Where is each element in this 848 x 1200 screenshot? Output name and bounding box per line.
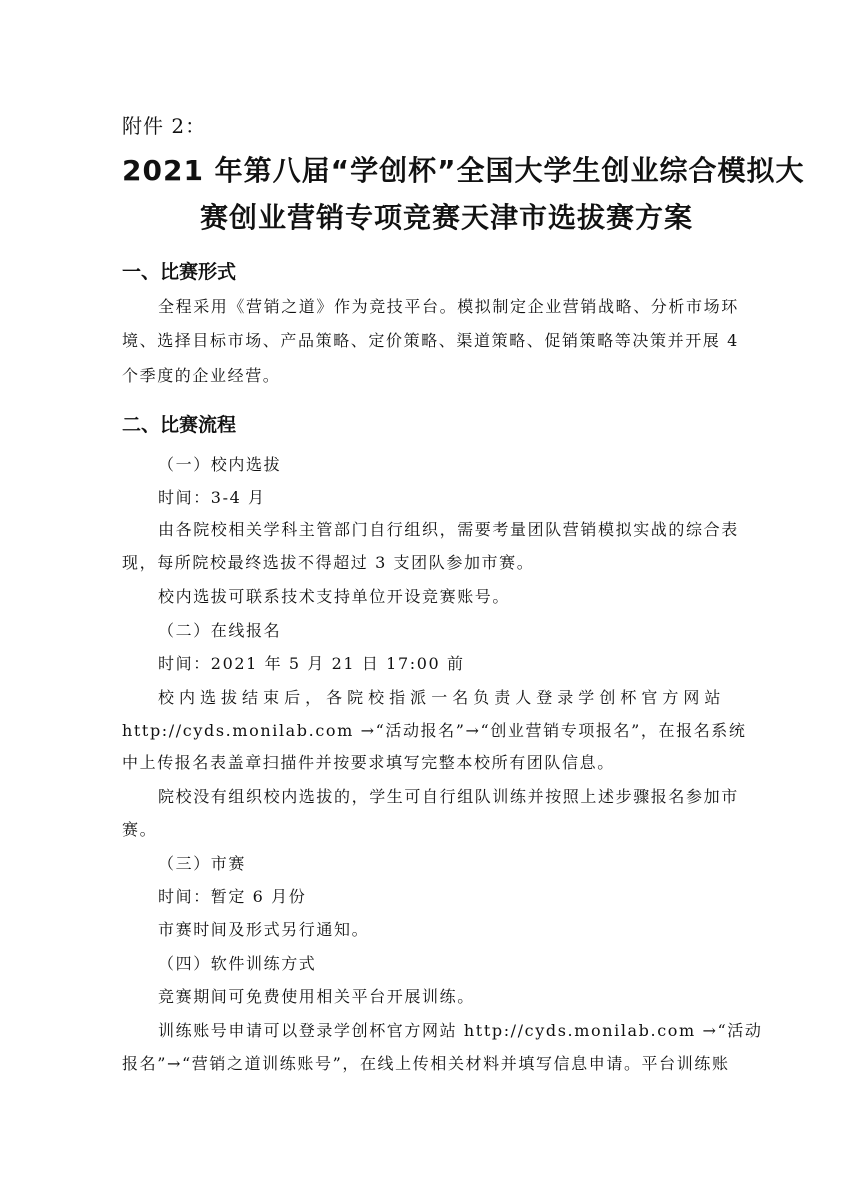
training-account-paragraph-line-1: 训练账号申请可以登录学创杯官方网站 http://cyds.monilab.com →“活动 — [158, 1021, 763, 1040]
campus-selection-paragraph-line-1: 由各院校相关学科主管部门自行组织，需要考量团队营销模拟实战的综合表 — [158, 520, 739, 539]
subsection-title-software-training: （四）软件训练方式 — [158, 954, 317, 973]
training-account-paragraph-line-2: 报名”→“营销之道训练账号”，在线上传相关材料并填写信息申请。平台训练账 — [122, 1054, 730, 1073]
section-heading-format: 一、比赛形式 — [122, 261, 237, 283]
campus-selection-account-note: 校内选拔可联系技术支持单位开设竞赛账号。 — [158, 587, 511, 606]
subsection-title-campus-selection: （一）校内选拔 — [158, 455, 282, 474]
document-title-line-1: 2021 年第八届“学创杯”全国大学生创业综合模拟大 — [122, 154, 805, 187]
online-registration-time: 时间：2021 年 5 月 21 日 17:00 前 — [158, 654, 465, 673]
campus-selection-paragraph-line-2: 现，每所院校最终选拔不得超过 3 支团队参加市赛。 — [122, 553, 535, 572]
self-organized-paragraph-line-2: 赛。 — [122, 820, 158, 839]
subsection-title-online-registration: （二）在线报名 — [158, 621, 282, 640]
document-title-line-2: 赛创业营销专项竞赛天津市选拔赛方案 — [200, 201, 694, 234]
subsection-title-city-competition: （三）市赛 — [158, 854, 247, 873]
campus-selection-time: 时间：3-4 月 — [158, 488, 266, 507]
attachment-label: 附件 2： — [122, 114, 207, 138]
section-heading-process: 二、比赛流程 — [122, 414, 237, 436]
format-paragraph-line-1: 全程采用《营销之道》作为竞技平台。模拟制定企业营销战略、分析市场环 — [158, 297, 739, 316]
online-registration-paragraph-line-1: 校内选拔结束后，各院校指派一名负责人登录学创杯官方网站 — [158, 688, 722, 707]
software-training-note: 竞赛期间可免费使用相关平台开展训练。 — [158, 987, 475, 1006]
format-paragraph-line-2: 境、选择目标市场、产品策略、定价策略、渠道策略、促销策略等决策并开展 4 — [122, 331, 739, 350]
format-paragraph-line-3: 个季度的企业经营。 — [122, 366, 281, 385]
online-registration-paragraph-line-2: http://cyds.monilab.com →“活动报名”→“创业营销专项报名”，在报名系统 — [122, 721, 747, 740]
online-registration-paragraph-line-3: 中上传报名表盖章扫描件并按要求填写完整本校所有团队信息。 — [122, 753, 615, 772]
city-competition-time: 时间：暂定 6 月份 — [158, 887, 307, 906]
city-competition-note: 市赛时间及形式另行通知。 — [158, 920, 370, 939]
self-organized-paragraph-line-1: 院校没有组织校内选拔的，学生可自行组队训练并按照上述步骤报名参加市 — [158, 787, 739, 806]
